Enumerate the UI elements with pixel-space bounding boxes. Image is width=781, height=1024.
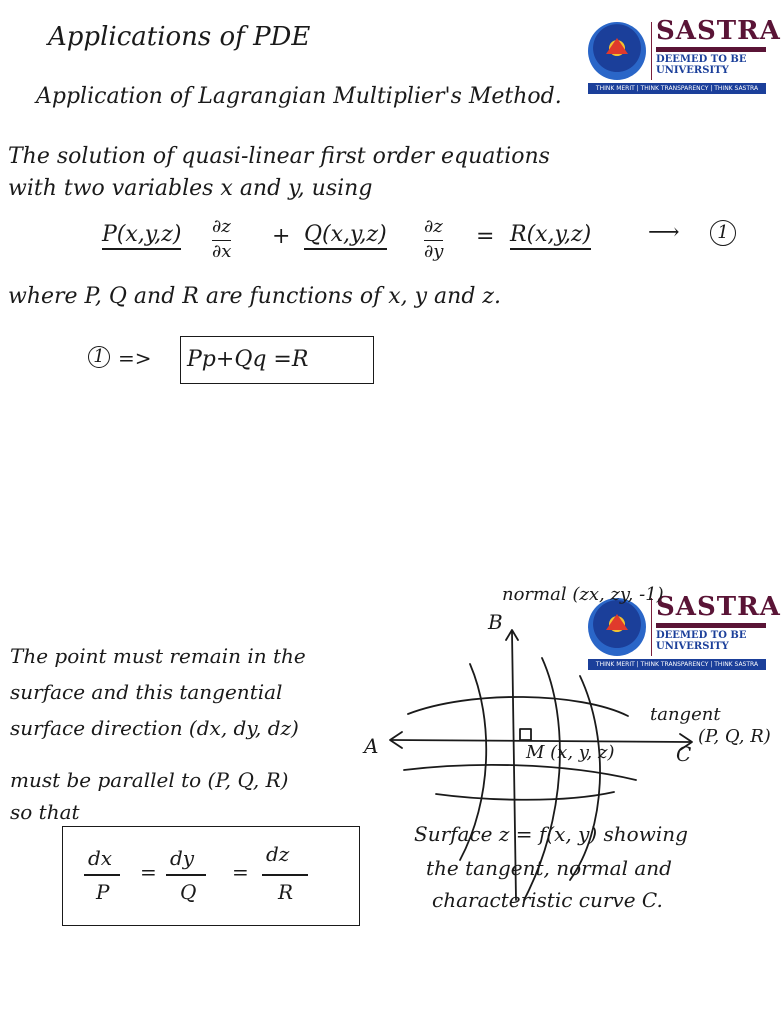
caption-line-3: characteristic curve C. [432, 888, 663, 912]
eq-P: P(x,y,z) [102, 222, 181, 250]
tangent-vector-label: (P, Q, R) [698, 726, 771, 747]
eq-R: R(x,y,z) [510, 222, 591, 250]
intro-line-1: The solution of quasi-linear first order equations [8, 144, 550, 169]
ratio-num-2: dy [170, 846, 195, 870]
logo-tagline: DEEMED TO BE UNIVERSITY [656, 630, 747, 652]
boxed-equation: Pp+Qq =R [180, 336, 374, 384]
eq-plus: + [272, 224, 291, 249]
right-angle-mark [520, 729, 531, 740]
caption-line-2: the tangent, normal and [426, 856, 672, 880]
ratio-eq-2: = [232, 860, 249, 884]
where-line: where P, Q and R are functions of x, y and z. [8, 284, 501, 309]
point-A-label: A [364, 734, 379, 758]
eq-Q: Q(x,y,z) [304, 222, 387, 250]
ratio-num-3: dz [266, 842, 290, 866]
normal-label: normal (zx, zy, -1) [502, 584, 664, 605]
boxed-ref: 1 [88, 346, 110, 368]
logo-motto: THINK MERIT | THINK TRANSPARENCY | THINK SASTRA [588, 83, 766, 94]
part2-line-4: must be parallel to (P, Q, R) [10, 768, 289, 792]
page-title: Applications of PDE [48, 22, 311, 52]
ratio-eq-1: = [140, 860, 157, 884]
surface-curve-low [404, 765, 636, 780]
logo-tagline: DEEMED TO BE UNIVERSITY [656, 54, 747, 76]
surface-curve-v3 [570, 676, 600, 880]
eq-number-label: 1 [710, 220, 736, 246]
part2-line-2: surface and this tangential [10, 680, 283, 704]
surface-curve-top [408, 697, 628, 716]
part2-line-5: so that [10, 800, 80, 824]
point-C-label: C [676, 742, 692, 766]
ratio-num-1: dx [88, 846, 113, 870]
part2-line-3: surface direction (dx, dy, dz) [10, 716, 299, 740]
eq-dx-den: ∂x [212, 241, 232, 262]
ratio-den-1: P [96, 880, 110, 904]
logo-title: SASTRA [656, 16, 781, 46]
logo-title: SASTRA [656, 592, 781, 622]
tangent-label: tangent [650, 704, 721, 725]
ratio-den-3: R [278, 880, 294, 904]
intro-line-2: with two variables x and y, using [8, 176, 373, 201]
page-subtitle: Application of Lagrangian Multiplier's Method. [36, 84, 562, 109]
eq-dz-num-2: ∂z [424, 216, 443, 237]
ratio-den-2: Q [180, 880, 197, 904]
eq-arrow: ⟶ [648, 220, 680, 245]
eq-dz-num-1: ∂z [212, 216, 231, 237]
point-B-label: B [488, 610, 503, 634]
point-M-label: M (x, y, z) [526, 742, 615, 763]
part2-line-1: The point must remain in the [10, 644, 306, 668]
implies-arrow: => [118, 346, 152, 370]
caption-line-1: Surface z = f(x, y) showing [414, 822, 688, 846]
eq-dy-den: ∂y [424, 241, 444, 262]
eq-equals: = [476, 224, 495, 249]
logo-motto: THINK MERIT | THINK TRANSPARENCY | THINK SASTRA [588, 659, 766, 670]
surface-curve-bottom [436, 792, 614, 800]
